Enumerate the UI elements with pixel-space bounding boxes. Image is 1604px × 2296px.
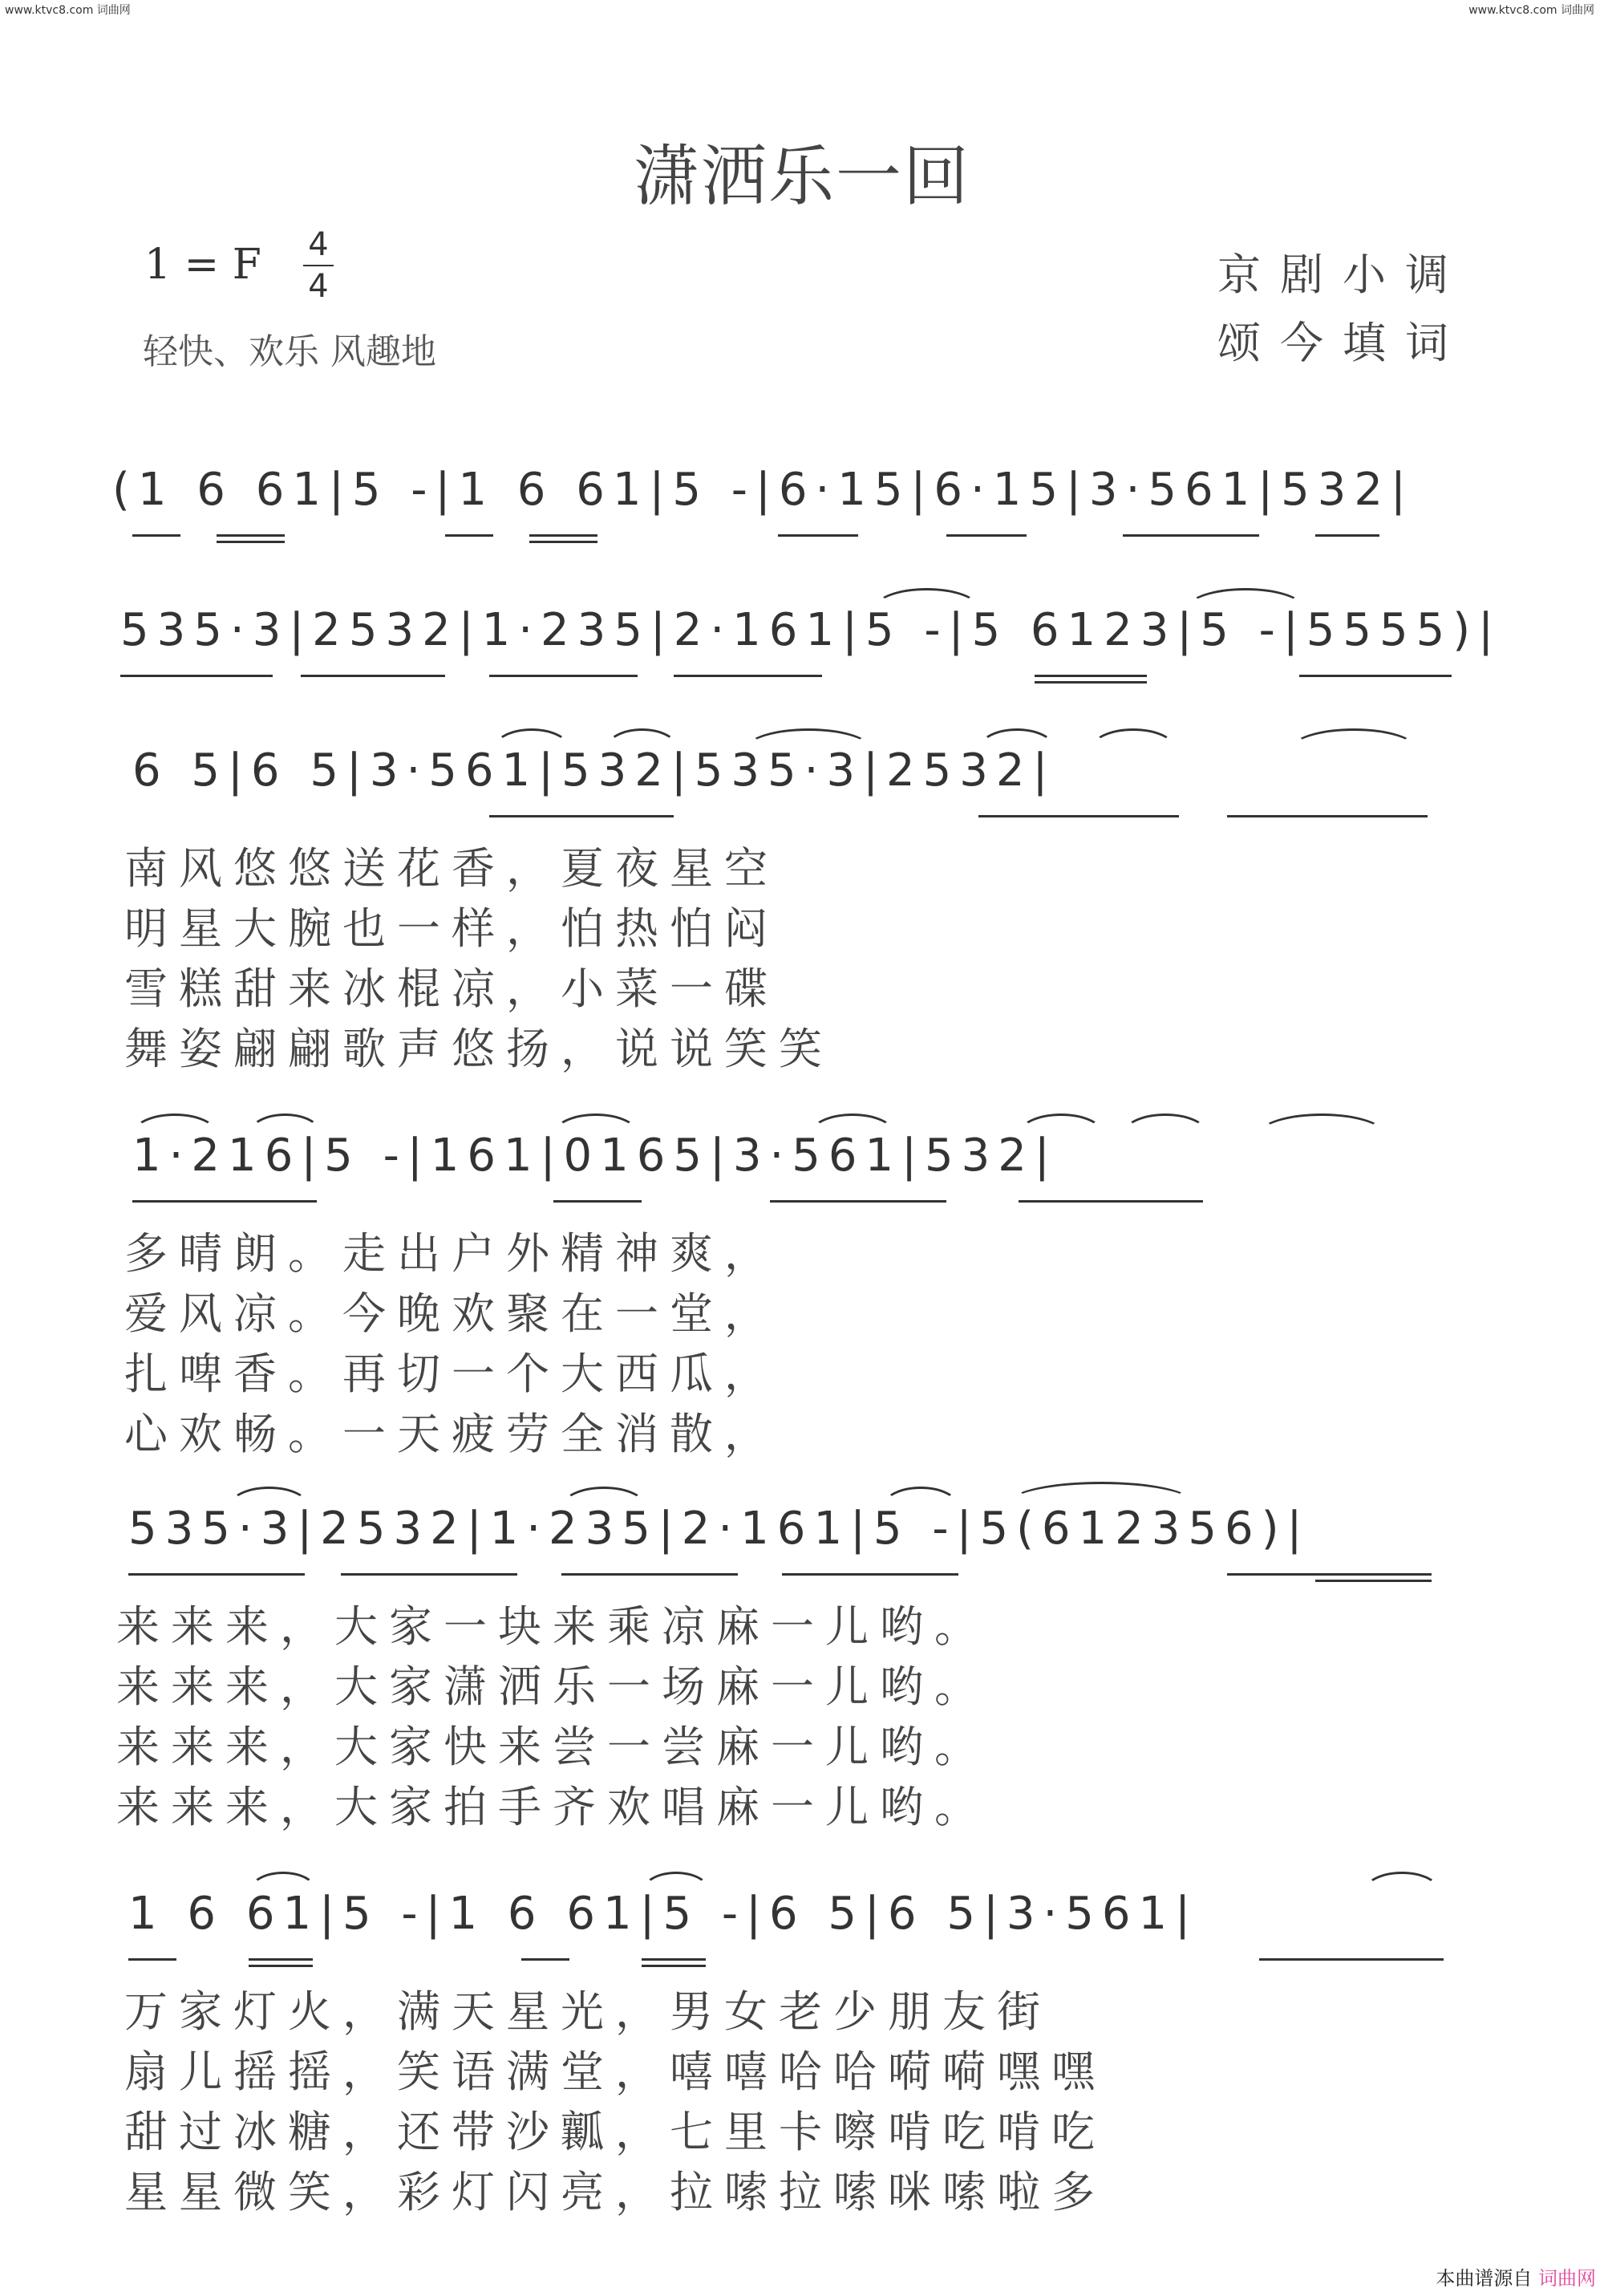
page-title: 潇洒乐一回 [633,139,970,215]
lyrics-system-4-verse-3: 扎啤香。再切一个大西瓜， [124,1349,779,1399]
lyrics-system-6-verse-1: 万家灯火，满天星光，男女老少朋友街 [124,1986,1051,2037]
lyrics-system-4-verse-2: 爱风凉。今晚欢聚在一堂， [124,1288,779,1339]
lyrics-system-3-verse-4: 舞姿翩翩歌声悠扬，说说笑笑 [124,1024,833,1074]
key-signature: 1 = F [144,241,261,289]
lyrics-system-3-verse-3: 雪糕甜来冰棍凉，小菜一碟 [124,963,779,1014]
lyrics-system-6-verse-3: 甜过冰糖，还带沙瓤，七里卡嚓啃吃啃吃 [124,2107,1106,2157]
lyrics-system-5-verse-1: 来来来，大家一块来乘凉麻一儿哟。 [116,1601,989,1652]
notes-system-1: (1 6 61|5 -|1 6 61|5 -|6·15|6·15|3·561|532| [112,464,1414,516]
credit-origin: 京剧小调 [1217,249,1468,300]
lyrics-system-4-verse-1: 多晴朗。走出户外精神爽， [124,1228,779,1279]
tempo-marking: 轻快、欢乐 风趣地 [143,331,436,372]
time-signature [298,226,338,305]
notes-system-3: 6 5|6 5|3·561|532|535·3|2532| [132,744,1056,797]
watermark-left: www.ktvc8.com 词曲网 [5,4,131,17]
lyrics-system-5-verse-4: 来来来，大家拍手齐欢唱麻一儿哟。 [116,1782,989,1832]
lyrics-system-3-verse-1: 南风悠悠送花香，夏夜星空 [124,843,779,894]
lyrics-system-4-verse-4: 心欢畅。一天疲劳全消散， [124,1409,779,1459]
lyrics-system-6-verse-4: 星星微笑，彩灯闪亮，拉嗦拉嗦咪嗦啦多 [124,2167,1106,2217]
lyrics-system-5-verse-2: 来来来，大家潇洒乐一场麻一儿哟。 [116,1661,989,1712]
lyrics-system-6-verse-2: 扇儿摇摇，笑语满堂，嘻嘻哈哈嗬嗬嘿嘿 [124,2047,1106,2097]
credit-lyricist: 颂今填词 [1217,318,1468,368]
time-signature-top: 4 [308,226,329,263]
time-signature-bar [303,265,334,266]
time-signature-bottom: 4 [308,268,329,305]
footer-brand: 词曲网 [1538,2267,1596,2290]
footer-source [1436,2262,1596,2290]
lyrics-system-3-verse-2: 明星大腕也一样，怕热怕闷 [124,903,779,954]
notes-system-4: 1·216|5 -|161|0165|3·561|532| [132,1130,1058,1182]
notes-system-6: 1 6 61|5 -|1 6 61|5 -|6 5|6 5|3·561| [128,1888,1199,1940]
notes-system-2: 535·3|2532|1·235|2·161|5 -|5 6123|5 -|5555)| [120,604,1501,656]
lyrics-system-5-verse-3: 来来来，大家快来尝一尝麻一儿哟。 [116,1722,989,1772]
footer-text: 本曲谱源自 [1436,2267,1533,2290]
watermark-right: www.ktvc8.com 词曲网 [1468,4,1594,17]
notes-system-5: 535·3|2532|1·235|2·161|5 -|5(612356)| [128,1503,1310,1555]
